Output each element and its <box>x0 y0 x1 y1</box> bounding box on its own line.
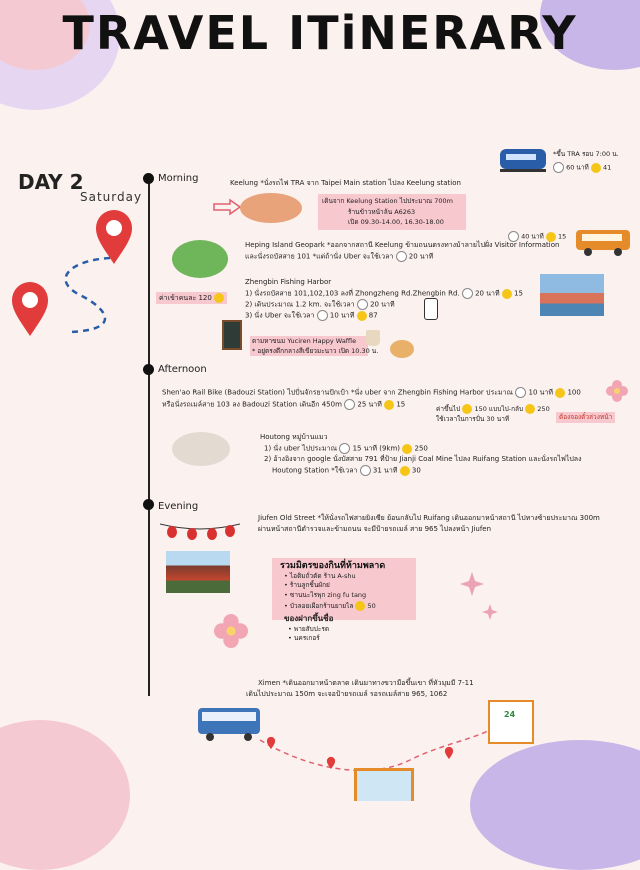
souvenir-item: • พายสับปะรด <box>288 625 330 633</box>
rail-fee-duration: ใช้เวลาในการปั่น 30 นาที <box>436 415 510 423</box>
heping-line-1: Heping Island Geopark *ออกจากสถานี Keelung ข้ามถนนตรงทางม้าลายไปฝั่ง Visitor Information <box>245 241 560 249</box>
jiufen-line-1: Jiufen Old Street *ให้นั่งรถไฟสายยิงเซีย ย้อนกลับไป Ruifang เดินออกมาหน้าสถานี ไปทางซ้ายประมาณ 300m <box>258 514 600 522</box>
section-evening: Evening <box>158 501 199 512</box>
timeline-line <box>148 176 150 696</box>
corner-blob-bottomleft <box>0 720 130 870</box>
coin-icon <box>357 311 367 321</box>
waffle-line-1: ตามหาขนม Yuciren Happy Waffle <box>252 337 357 345</box>
jiufen-line-2: ผ่านหน้าสถานีตำรวจและข้ามถนน จะมีป้ายรถเมล์ สาย 965 ไปลงหน้า Jiufen <box>258 525 492 533</box>
coin-icon <box>555 388 565 398</box>
ximen-line-1: Ximen *เดินออกมาหน้าตลาด เดินมาทางขวามือขึ้นเขา ที่หัวมุมมี 7-11 <box>258 679 474 687</box>
coin-icon <box>384 400 394 410</box>
houtong-line-3: Houtong Station *ใช้เวลา 31 นาที 30 <box>272 466 421 475</box>
island-image <box>172 240 228 278</box>
zhengbin-line-2: 2) เดินประมาณ 1.2 km. จะใช้เวลา 20 นาที <box>245 300 395 309</box>
walk-title: เดินจาก Keelung Station ไปประมาณ 700m <box>322 197 453 205</box>
seven-eleven-label: 24 <box>504 710 516 719</box>
clock-icon <box>344 399 355 410</box>
keelung-text: Keelung *นั่งรถไฟ TRA จาก Taipei Main station ไปลง Keelung station <box>230 179 461 187</box>
page-title: TRAVEL ITiNERARY <box>62 6 578 60</box>
bus-icon <box>574 226 634 258</box>
ximen-line-2: เดินไปประมาณ 150m จะเจอป้ายรถเมล์ รอรถเมล์สาย 965, 1062 <box>246 690 448 698</box>
train-icon <box>498 145 550 175</box>
jiufen-image <box>166 551 230 593</box>
harbor-image <box>540 274 604 316</box>
coin-icon <box>355 601 365 611</box>
food-title: รวมมิตรของกินที่ห้ามพลาด <box>280 561 386 571</box>
section-morning: Morning <box>158 173 199 184</box>
clock-icon <box>360 465 371 476</box>
houtong-line-2: 2) อ้างอิงจาก google นั่งบัสสาย 791 ที่ป้าย Jianji Coal Mine ไปลง Ruifang Station และนั่งรถไฟไปลง <box>264 455 582 463</box>
weekday-label: Saturday <box>80 190 143 204</box>
map-pin-icon <box>266 736 276 750</box>
map-pin-icon <box>326 756 336 770</box>
walk-shop: ร้านข้าวหน้าล้น A6263 <box>348 208 416 216</box>
clock-icon <box>553 162 564 173</box>
timeline-dot-afternoon <box>143 364 154 375</box>
waffle-image <box>390 340 414 358</box>
bus-stop-icon <box>354 768 414 801</box>
cats-image <box>172 432 230 466</box>
zhengbin-title: Zhengbin Fishing Harbor <box>245 278 332 286</box>
food-item: • บัวลอยเผือกร้านยายไล 50 <box>284 602 376 610</box>
tra-note: *ขึ้น TRA รอบ 7:00 น. <box>553 150 619 158</box>
clock-icon <box>396 251 407 262</box>
day-label: DAY 2 <box>18 170 84 194</box>
walk-hours: เปิด 09.30-14.00, 16.30-18.00 <box>348 218 444 226</box>
sparkle-icon <box>460 572 484 596</box>
coin-icon <box>591 163 601 173</box>
coin-icon <box>214 293 224 303</box>
heping-line-2: และนั่งรถบัสสาย 101 *แต่ถ้านั่ง Uber จะใช้เวลา 20 นาที <box>245 252 434 261</box>
flower-icon <box>214 614 248 648</box>
dashed-route-icon <box>40 250 140 340</box>
lanterns-icon <box>160 520 240 542</box>
coin-icon <box>502 289 512 299</box>
souvenir-item: • นครเกอร์ <box>288 634 320 642</box>
rail-line-2: หรือนั่งรถเมล์สาย 103 ลง Badouzi Station เดินอีก 450m 25 นาที 15 <box>162 400 406 409</box>
coin-icon <box>400 466 410 476</box>
entry-fee-box: ค่าเข้าคนละ 120 <box>156 292 227 304</box>
clock-icon <box>339 443 350 454</box>
clock-icon <box>515 387 526 398</box>
seven-eleven-icon <box>488 700 534 744</box>
houtong-title: Houtong หมู่บ้านแมว <box>260 433 328 441</box>
section-afternoon: Afternoon <box>158 364 207 375</box>
zhengbin-line-3: 3) นั่ง Uber จะใช้เวลา 10 นาที 87 <box>245 311 378 320</box>
food-item: • ซานนะไรพุก zing fu tang <box>284 591 367 599</box>
timeline-dot-evening <box>143 499 154 510</box>
houtong-line-1: 1) นั่ง uber ไปประมาณ 15 นาที (9km) 250 <box>264 444 428 453</box>
zhengbin-line-1: 1) นั่งรถบัสสาย 101,102,103 ลงที่ Zhongzheng Rd.Zhengbin Rd. 20 นาที 15 <box>245 289 523 298</box>
coin-icon <box>402 444 412 454</box>
phone-map-icon <box>424 298 438 320</box>
clock-icon <box>317 310 328 321</box>
timeline-dot-morning <box>143 173 154 184</box>
waffle-line-2: * อยู่ตรงตึกกลางสีเขียวมะนาว เปิด 10.30 น. <box>252 347 379 355</box>
clock-icon <box>357 299 368 310</box>
coin-icon <box>462 404 472 414</box>
arrow-icon <box>212 198 242 216</box>
souvenir-title: ของฝากขึ้นชื่อ <box>284 614 334 623</box>
sparkle-icon <box>482 604 498 620</box>
coin-icon <box>525 404 535 414</box>
map-pin-icon <box>444 746 454 760</box>
reserve-badge: ต้องจองตั๋วล่วงหน้า <box>556 412 615 423</box>
clock-icon <box>462 288 473 299</box>
tra-time-row: 60 นาที 41 <box>553 162 611 173</box>
food-item: • ไอติมถั่วตัด ร้าน A-shu <box>284 572 356 580</box>
flower-icon <box>606 380 628 402</box>
coffee-cup-icon <box>366 330 380 346</box>
food-item: • ร้านลูกชิ้นผักย่ <box>284 581 330 589</box>
bus-time-row: 40 นาที 15 <box>508 231 566 242</box>
rail-line-1: Shen'ao Rail Bike (Badouzi Station) ไปปั่นจักรยานปักเป้า *นั่ง uber จาก Zhengbin Fishing Harbor ประมาณ 10 นาที 100 <box>162 388 581 397</box>
seafood-image <box>240 193 302 223</box>
rail-fee-row: ค่าขึ้นไป 150 แบบไป-กลับ 250 <box>436 405 550 413</box>
chalkboard-icon <box>222 320 242 350</box>
